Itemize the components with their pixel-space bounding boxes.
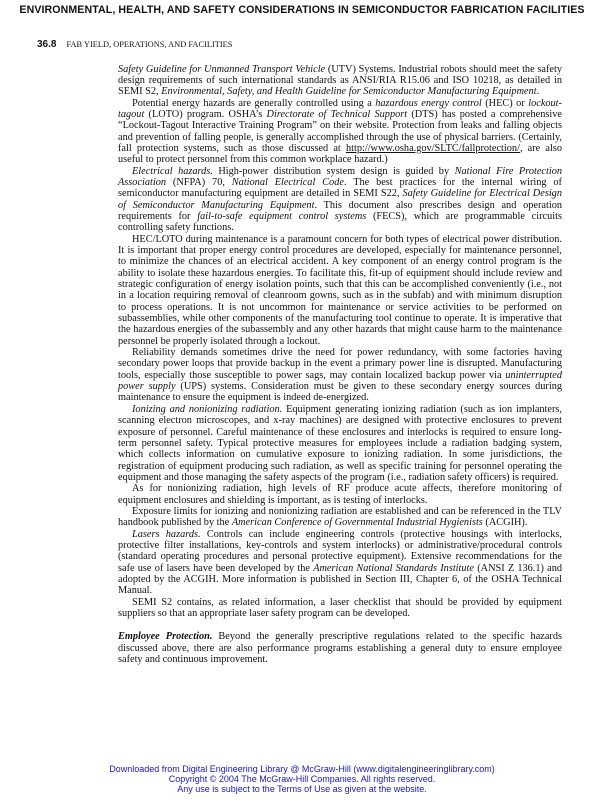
text-run: (FECS), which are programmable circuits controlling safety functions.	[118, 210, 562, 234]
term: Safety Guideline for Electrical Design of Semiconductor Manufacturing Equipment	[118, 188, 562, 211]
text-run: Equipment generating ionizing radiation (such as ion implanters, scanning electron microscopes, and x-ray machines) are designed with protective enclosures to prevent exposure of personnel. Careful maintenance of these enclosures and interlocks is required to ensure long-term personnel safety. Typical protective measures for employees include a radiation badging system, which collects information on cumulative exposure to ionizing radiation. In some jurisdictions, the registration of equipment producing such radiation, as well as specific training for personnel operating the equipment and those managing the safety aspects of the program (i.e., radiation safety officers) is required.	[118, 403, 562, 483]
paragraph: As for nonionizing radiation, high levels of RF produce acute affects, therefore monitoring of equipment enclosures and shielding is important, as is testing of interlocks.	[118, 483, 562, 506]
term: American National Standards Institute	[313, 562, 474, 574]
text-run: (NFPA) 70,	[166, 176, 232, 188]
paragraph	[118, 529, 562, 597]
page-number: 36.8	[37, 39, 57, 50]
text-run: Exposure limits for ionizing and nonionizing radiation are established and can be referenced in the TLV handbook published by the	[118, 505, 562, 529]
running-title: FAB YIELD, OPERATIONS, AND FACILITIES	[66, 40, 233, 49]
paragraph: HEC/LOTO during maintenance is a paramount concern for both types of electrical power distribution. It is important that proper energy control procedures are developed, especially for maintenance personnel, to minimize the chances of an electrical accident. A key component of an energy control program is the ability to isolate these hazardous energies. To facilitate this, fit-up of equipment should include review and strategic configuration of energy isolation points, such that this can be accomplished conveniently (i.e., not in a location requiring removal of cleanroom gowns, such as in the subfab) and with minimum disruption to process operations. It is not uncommon for maintenance or service activities to be performed on subassemblies, while other components of the manufacturing tool continue to operate. It is imperative that the hazardous energies of the subassembly and any other hazards that might cause harm to the maintenance personnel be properly isolated through a lockout.	[118, 233, 562, 347]
term: National Fire Protection Association	[118, 165, 563, 188]
paragraph	[118, 404, 562, 483]
text-run: (UPS) systems. Consideration must be given to these secondary energy sources during maintenance to ensure the equipment is indeed de-energized.	[118, 381, 562, 404]
footer-download-line: Downloaded from Digital Engineering Library @ McGraw-Hill (www.digitalengineeringlibrary.com)	[109, 764, 495, 774]
paragraph	[118, 631, 562, 665]
term: uninterrupted power supply	[118, 369, 562, 393]
text-run: (ACGIH).	[482, 517, 528, 529]
paragraph	[118, 98, 562, 166]
section-heading: Employee Protection.	[118, 631, 213, 643]
text-run: . This document also prescribes design and operation requirements for	[118, 199, 562, 222]
section-run-in-heading: Electrical hazards.	[132, 165, 213, 177]
body-text	[118, 64, 562, 666]
text-run: Beyond the generally prescriptive regulations related to the specific hazards discussed above, there are also performance programs establishing a general duty to ensure employee safety and continuous improvement.	[118, 631, 562, 666]
text-run: (LOTO) program. OSHA’s	[144, 108, 267, 120]
top-banner: ENVIRONMENTAL, HEALTH, AND SAFETY CONSIDERATIONS IN SEMICONDUCTOR FABRICATION FACILITIES	[19, 4, 585, 16]
section-run-in-heading: Lasers hazards.	[132, 528, 201, 540]
term: American Conference of Governmental Industrial Hygienists	[231, 517, 483, 529]
term: fail-to-safe equipment control systems	[197, 210, 367, 222]
text-run: , are also useful to protect personnel from this common workplace hazard.)	[118, 142, 562, 166]
paragraph	[118, 166, 562, 234]
term: Directorate of Technical Support	[266, 108, 408, 120]
text-run: (HEC) or	[481, 97, 529, 109]
osha-fallprotection-link[interactable]: http://www.osha.gov/SLTC/fallprotection/	[345, 142, 520, 154]
footer-copyright-line: Copyright © 2004 The McGraw-Hill Companies. All rights reserved.	[168, 774, 436, 785]
text-run: Controls can include engineering controls (protective housings with interlocks, protective filter installations, key-controls and system interlocks) or administrative/procedural controls (standard operating procedures and personal protective equipment). Extensive recommendations for the safe use of lasers have been developed by the	[118, 528, 562, 574]
text-run: Reliability demands sometimes drive the need for power redundancy, with some factories having secondary power loops that provide backup in the event a primary power line is disrupted. Manufacturing tools, especially those susceptible to power sags, may contain localized backup power via	[118, 347, 562, 381]
term: National Electrical Code	[231, 176, 344, 188]
paragraph	[118, 506, 562, 529]
guideline-title: Safety Guideline for Unmanned Transport Vehicle	[118, 63, 326, 75]
text-run: (DTS) has posted a comprehensive “Lockout-Tagout Interactive Training Program” on their website. Protection from leaks and falling objects and prevention of falling people, is generally accomplished through the use of physical barriers. (Certainly, fall protection systems, such as those discussed at	[118, 108, 562, 154]
term: hazardous energy control	[375, 97, 482, 109]
text-run: (UTV) Systems. Industrial robots should meet the safety design requirements of such international standards as ANSI/RIA R15.06 and ISO 10218, as detailed in SEMI S2,	[118, 63, 562, 98]
footer-terms-line: Any use is subject to the Terms of Use as given at the website.	[177, 784, 427, 795]
text-run: . The best practices for the internal wiring of semiconductor manufacturing equipment are detailed in SEMI S22,	[118, 176, 562, 200]
paragraph: SEMI S2 contains, as related information, a laser checklist that should be provided by equipment suppliers so that an appropriate laser safety program can be developed.	[118, 596, 562, 619]
download-footer	[0, 764, 604, 795]
text-run: High-power distribution system design is guided by	[212, 165, 455, 177]
paragraph	[118, 64, 562, 98]
text-run: (ANSI Z 136.1) and adopted by the ACGIH. More information is published in Section III, Chapter 6, of the OSHA Technical Manual.	[118, 562, 563, 597]
section-run-in-heading: Ionizing and nonionizing radiation.	[132, 403, 283, 415]
term: lockout-tagout	[118, 97, 562, 120]
running-head	[37, 39, 232, 50]
text-run: Potential energy hazards are generally controlled using a	[132, 97, 376, 109]
paragraph	[118, 347, 562, 404]
text-run: .	[536, 86, 540, 98]
guideline-title: Environmental, Safety, and Health Guideline for Semiconductor Manufacturing Equipment	[161, 86, 537, 98]
